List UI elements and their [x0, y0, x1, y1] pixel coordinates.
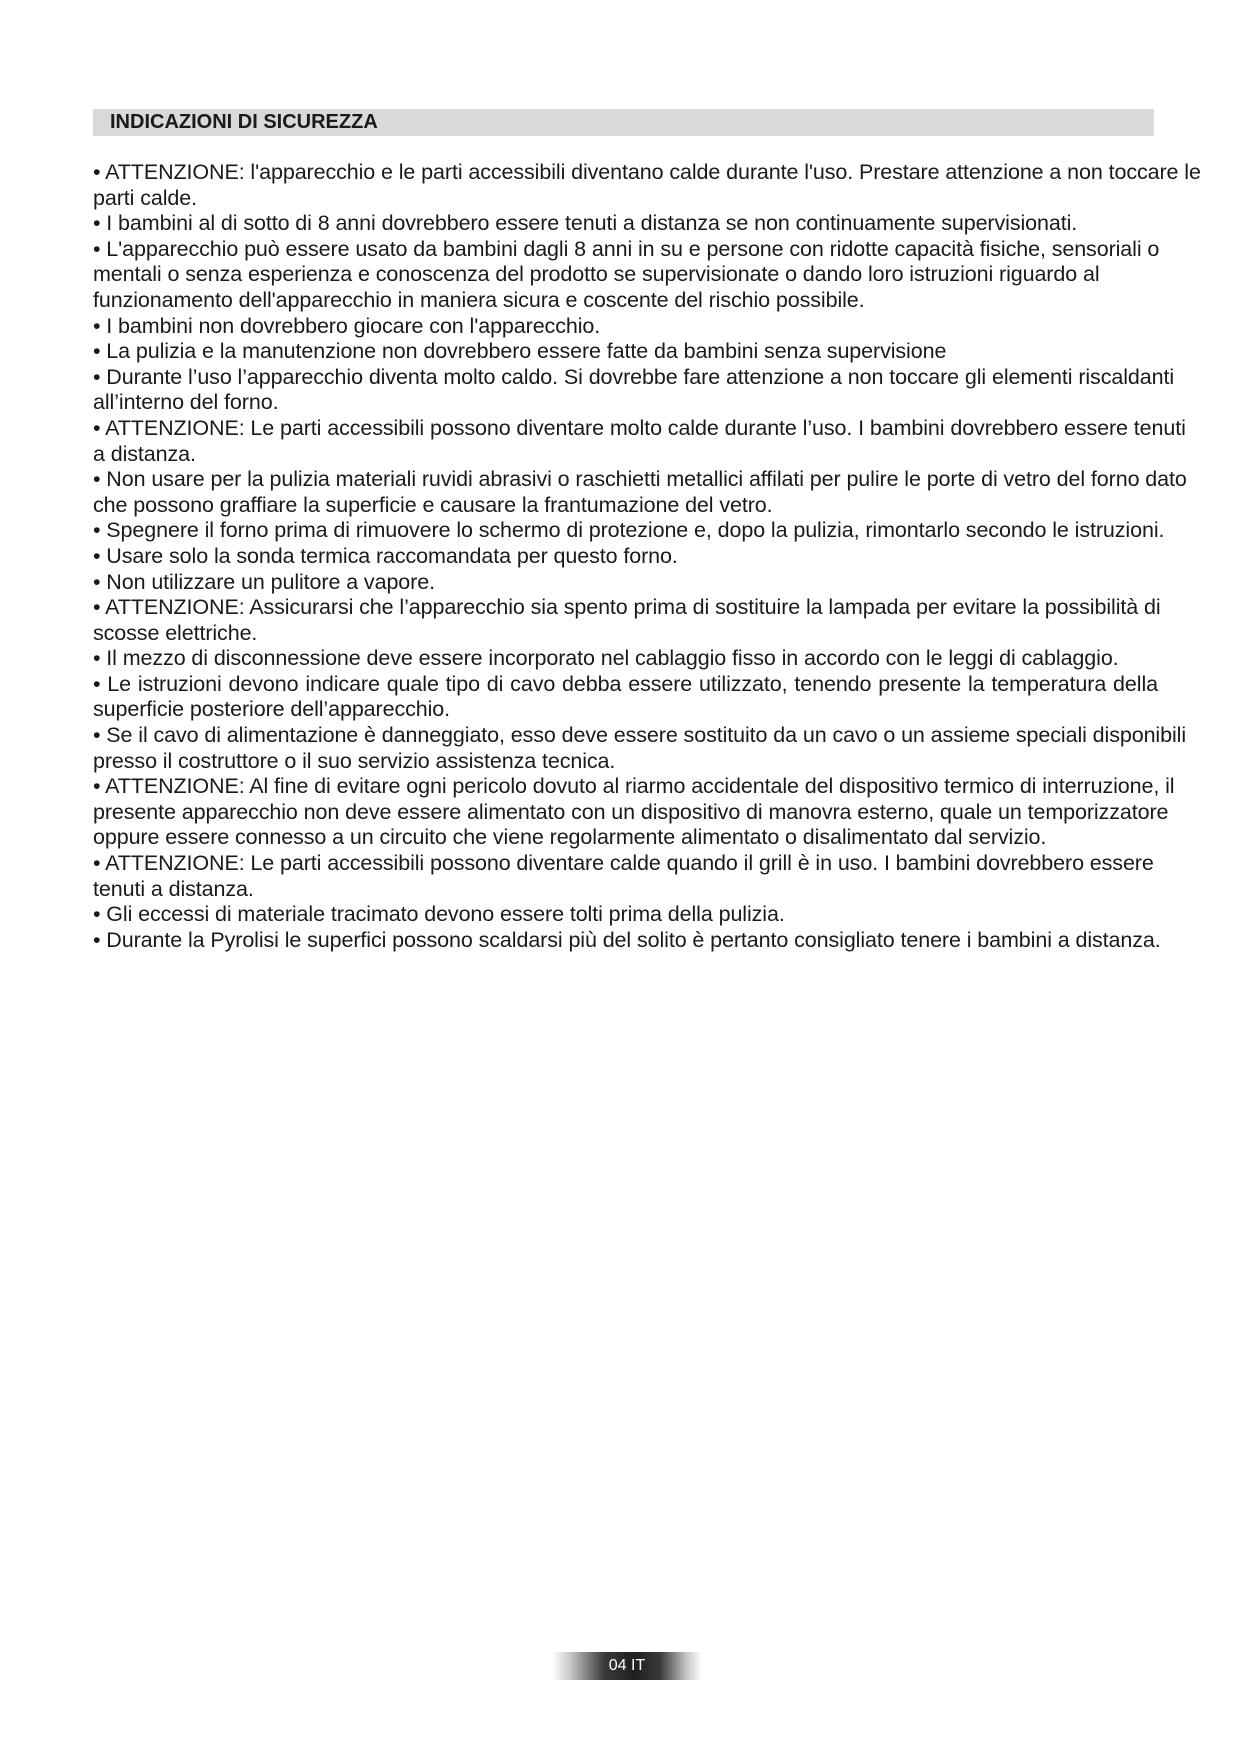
safety-item: • Non usare per la pulizia materiali ruvidi abrasivi o raschietti metallici affilati per pulire le porte di vetro del forno dato che possono graffiare la superficie e causare la frantumazione del vetro. [93, 467, 1187, 517]
safety-item: • ATTENZIONE: Le parti accessibili possono diventare calde quando il grill è in uso. I bambini dovrebbero essere tenuti a distanza. [93, 851, 1154, 901]
section-header [93, 109, 1154, 136]
page-number-badge [552, 1652, 702, 1680]
safety-item: • Spegnere il forno prima di rimuovere lo schermo di protezione e, dopo la pulizia, rimontarlo secondo le istruzioni. [93, 518, 1165, 543]
safety-item: • Il mezzo di disconnessione deve essere incorporato nel cablaggio fisso in accordo con le leggi di cablaggio. [93, 646, 1119, 671]
safety-item: • Durante l’uso l’apparecchio diventa molto caldo. Si dovrebbe fare attenzione a non toccare gli elementi riscaldanti all’interno del forno. [93, 364, 1175, 415]
safety-item: • I bambini non dovrebbero giocare con l'apparecchio. [93, 313, 601, 338]
safety-instructions [93, 160, 1203, 953]
safety-item: • La pulizia e la manutenzione non dovrebbero essere fatte da bambini senza supervisione [93, 339, 947, 364]
safety-item: • ATTENZIONE: Le parti accessibili possono diventare molto calde durante l’uso. I bambini dovrebbero essere tenuti a distanza. [93, 415, 1186, 466]
safety-item: • Usare solo la sonda termica raccomandata per questo forno. [93, 543, 678, 568]
section-title: INDICAZIONI DI SICUREZZA [110, 111, 378, 133]
safety-item: • ATTENZIONE: Assicurarsi che l’apparecchio sia spento prima di sostituire la lampada per evitare la possibilità di scosse elettriche. [93, 595, 1161, 645]
safety-item: • Le istruzioni devono indicare quale tipo di cavo debba essere utilizzato, tenendo presente la temperatura della superficie posteriore dell’apparecchio. [93, 671, 1158, 722]
safety-item: • Durante la Pyrolisi le superfici possono scaldarsi più del solito è pertanto consigliato tenere i bambini a distanza. [93, 927, 1161, 952]
safety-item: • Se il cavo di alimentazione è danneggiato, esso deve essere sostituito da un cavo o un assieme speciali disponibili presso il costruttore o il suo servizio assistenza tecnica. [93, 723, 1186, 773]
page-number: 04 IT [608, 1657, 646, 1674]
safety-item: • ATTENZIONE: Al fine di evitare ogni pericolo dovuto al riarmo accidentale del dispositivo termico di interruzione, il presente apparecchio non deve essere alimentato con un dispositivo di manovra esterno, quale un temporizzatore oppure essere connesso a un circuito che viene regolarmente alimentato o disalimentato dal servizio. [93, 774, 1175, 850]
safety-item: • ATTENZIONE: l'apparecchio e le parti accessibili diventano calde durante l'uso. Prestare attenzione a non toccare le parti calde. [93, 160, 1201, 210]
safety-item: • Non utilizzare un pulitore a vapore. [93, 569, 435, 594]
safety-item: • L'apparecchio può essere usato da bambini dagli 8 anni in su e persone con ridotte capacità fisiche, sensoriali o mentali o senza esperienza e conoscenza del prodotto se supervisionate o dando loro istruzioni riguardo al funzionamento dell'apparecchio in maniera sicura e coscente del rischio possibile. [93, 236, 1160, 312]
safety-item: • I bambini al di sotto di 8 anni dovrebbero essere tenuti a distanza se non continuamente supervisionati. [93, 211, 1078, 236]
safety-item: • Gli eccessi di materiale tracimato devono essere tolti prima della pulizia. [93, 902, 785, 927]
